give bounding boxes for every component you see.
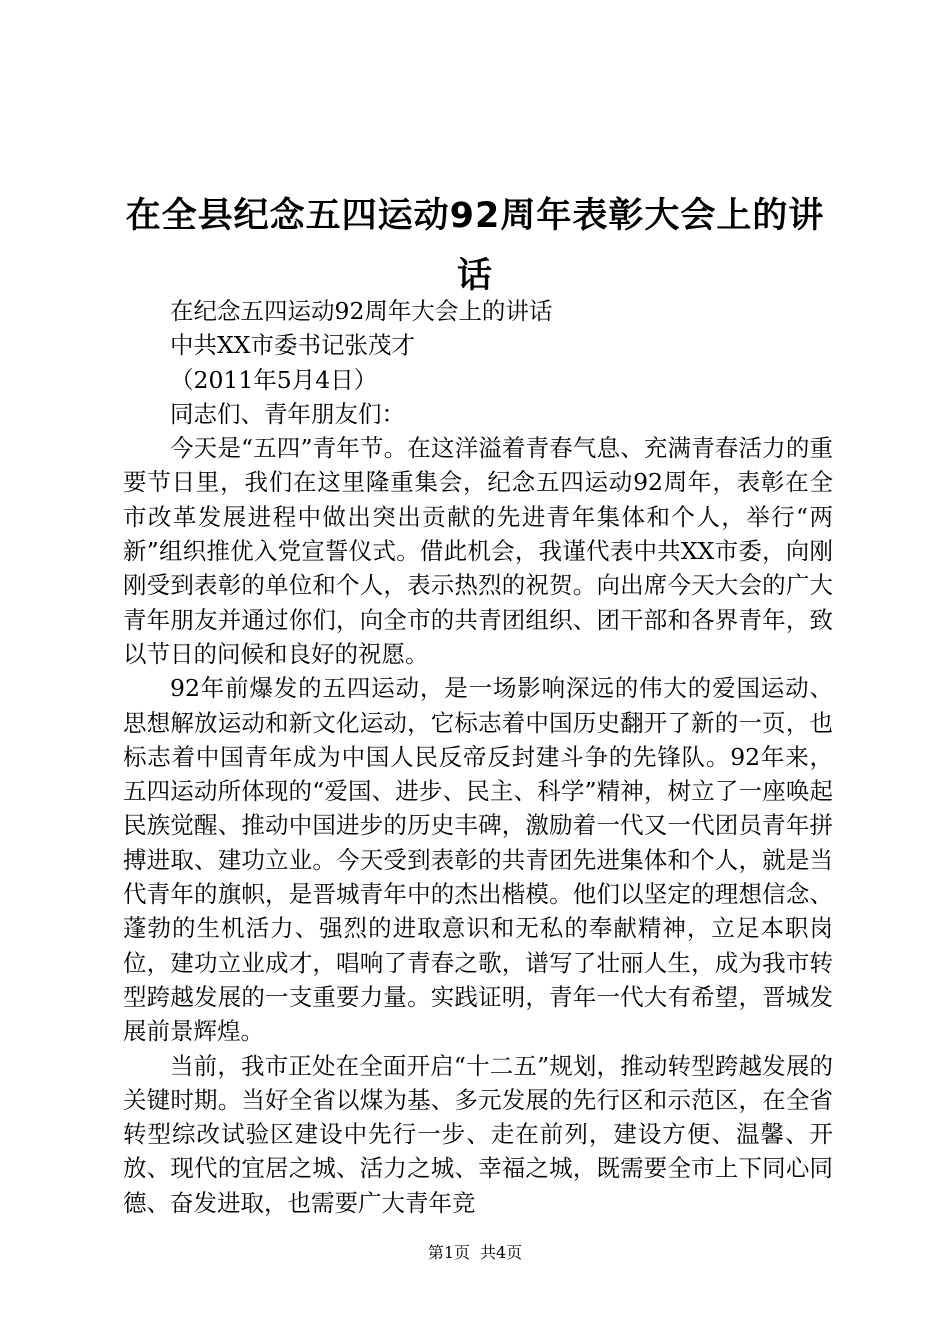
page-total: 共4页 [480,1243,523,1262]
speaker-line: 中共XX市委书记张茂才 [170,331,415,360]
body-paragraph: 当前，我市正处在全面开启“十二五”规划，推动转型跨越发展的关键时期。当好全省以煤为基、多元发展的先行区和示范区，在全省转型综改试验区建设中先行一步、走在前列，建设方便、温馨、开放、现代的宜居之城、活力之城、幸福之城，既需要全市上下同心同德、奋发进取，也需要广大青年竞 [123,1051,833,1217]
document-body [123,294,833,1220]
body-paragraph: 今天是“五四”青年节。在这洋溢着青春气息、充满青春活力的重要节日里，我们在这里隆重集会，纪念五四运动92周年，表彰在全市改革发展进程中做出突出贡献的先进青年集体和个人，举行“两新”组织推优入党宣誓仪式。借此机会，我谨代表中共XX市委，向刚刚受到表彰的单位和个人，表示热烈的祝贺。向出席今天大会的广大青年朋友并通过你们，向全市的共青团组织、团干部和各界青年，致以节日的问候和良好的祝愿。 [123,434,833,668]
page-number: 第1页 [427,1243,470,1262]
document-title: 在全县纪念五四运动92周年表彰大会上的讲话 [125,196,825,296]
body-paragraph: 92年前爆发的五四运动，是一场影响深远的伟大的爱国运动、思想解放运动和新文化运动，它标志着中国历史翻开了新的一页，也标志着中国青年成为中国人民反帝反封建斗争的先锋队。92年来，五四运动所体现的“爱国、进步、民主、科学”精神，树立了一座唤起民族觉醒、推动中国进步的历史丰碑，激励着一代又一代团员青年拼搏进取、建功立业。今天受到表彰的共青团先进集体和个人，就是当代青年的旗帜，是晋城青年中的杰出楷模。他们以坚定的理想信念、蓬勃的生机活力、强烈的进取意识和无私的奉献精神，立足本职岗位，建功立业成才，唱响了青春之歌，谱写了壮丽人生，成为我市转型跨越发展的一支重要力量。实践证明，青年一代大有希望，晋城发展前景辉煌。 [123,674,833,1046]
date-line: （2011年5月4日） [170,365,378,394]
speech-subtitle: 在纪念五四运动92周年大会上的讲话 [170,297,553,325]
salutation-line: 同志们、青年朋友们： [170,399,405,428]
page-footer [0,1243,950,1263]
